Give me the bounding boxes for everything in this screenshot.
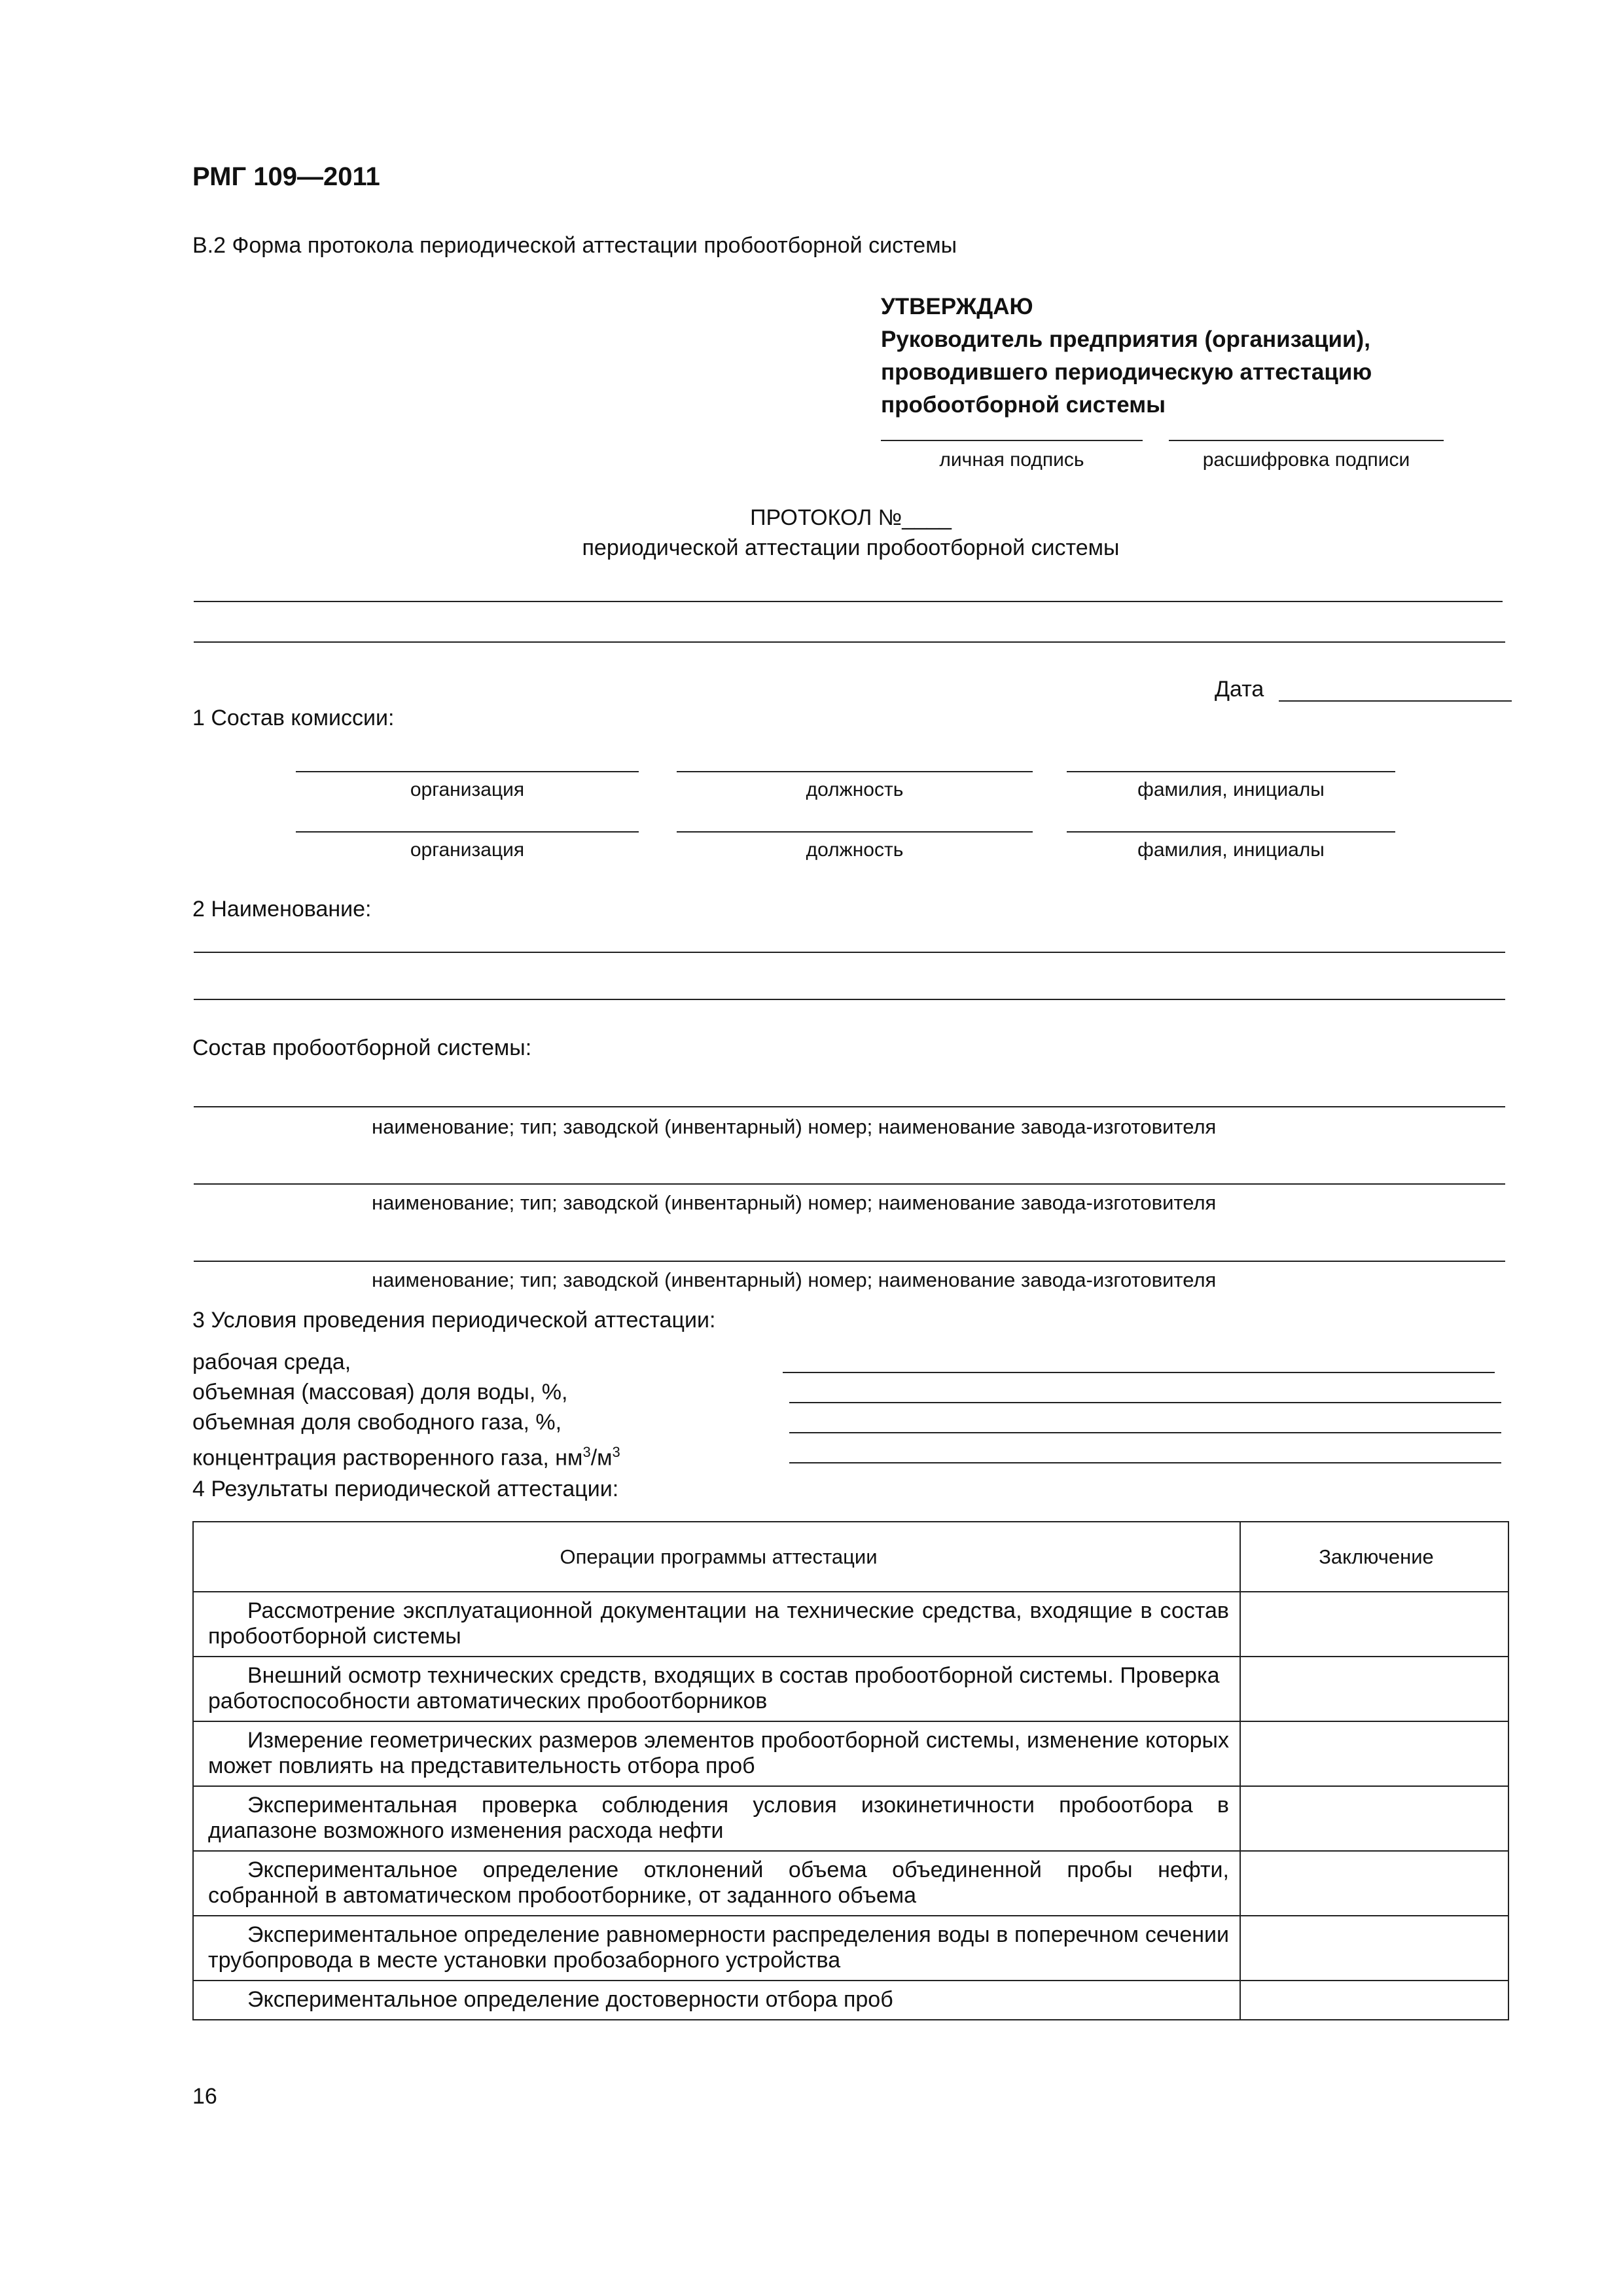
conditions-list — [192, 1347, 620, 1473]
operations-column-header: Операции программы аттестации — [193, 1522, 1240, 1592]
condition-dissolved-gas-label: концентрация растворенного газа, нм — [192, 1445, 583, 1471]
signature-line[interactable] — [881, 440, 1143, 441]
results-table — [192, 1521, 1509, 2020]
system-item-caption-1: наименование; тип; заводской (инвентарный) номер; наименование завода-изготовителя — [372, 1115, 1217, 1138]
condition-line-4[interactable] — [789, 1462, 1501, 1463]
system-item-caption-2: наименование; тип; заводской (инвентарный) номер; наименование завода-изготовителя — [372, 1191, 1217, 1214]
results-heading: 4 Результаты периодической аттестации: — [192, 1477, 619, 1501]
name-blank-line-1[interactable] — [194, 952, 1505, 953]
system-item-caption-3: наименование; тип; заводской (инвентарный) номер; наименование завода-изготовителя — [372, 1268, 1217, 1291]
system-item-line-2[interactable] — [194, 1183, 1505, 1185]
table-row — [193, 1721, 1508, 1786]
signature-caption: личная подпись — [939, 449, 1084, 471]
commission-name-caption-2: фамилия, инициалы — [1137, 839, 1325, 861]
system-item-line-1[interactable] — [194, 1106, 1505, 1107]
protocol-blank-line-2[interactable] — [194, 641, 1505, 643]
condition-free-gas: объемная доля свободного газа, %, — [192, 1410, 562, 1435]
commission-position-line-1[interactable] — [677, 771, 1033, 772]
approval-line-3: пробоотборной системы — [881, 392, 1166, 418]
protocol-subtitle: периодической аттестации пробоотборной системы — [582, 535, 1120, 560]
commission-position-caption-2: должность — [806, 839, 904, 861]
conclusion-cell[interactable] — [1240, 1851, 1508, 1916]
signature-decode-line[interactable] — [1169, 440, 1444, 441]
approval-line-1: Руководитель предприятия (организации), — [881, 327, 1370, 352]
section-title: В.2 Форма протокола периодической аттестации пробоотборной системы — [192, 233, 957, 258]
table-row — [193, 1851, 1508, 1916]
commission-org-line-1[interactable] — [296, 771, 639, 772]
date-label: Дата — [1215, 677, 1264, 702]
protocol-blank-line-1[interactable] — [194, 601, 1503, 602]
system-composition-heading: Состав пробоотборной системы: — [192, 1035, 532, 1060]
conclusion-cell[interactable] — [1240, 1786, 1508, 1851]
operation-cell: Экспериментальное определение достоверности отбора проб — [193, 1981, 1240, 2020]
commission-org-caption-1: организация — [410, 779, 525, 800]
table-row — [193, 1786, 1508, 1851]
conditions-heading: 3 Условия проведения периодической аттестации: — [192, 1308, 716, 1333]
operation-cell: Экспериментальное определение отклонений объема объединенной пробы нефти, собранной в автоматическом пробоотборнике, от заданного объема — [193, 1851, 1240, 1916]
unit-superscript-2: 3 — [612, 1444, 620, 1460]
operation-cell: Экспериментальное определение равномерности распределения воды в поперечном сечении трубопровода в месте установки пробозаборного устройства — [193, 1916, 1240, 1981]
operation-cell: Рассмотрение эксплуатационной документации на технические средства, входящие в состав пробоотборной системы — [193, 1592, 1240, 1657]
commission-org-line-2[interactable] — [296, 831, 639, 833]
approval-title: УТВЕРЖДАЮ — [881, 294, 1033, 319]
unit-per: /м — [590, 1445, 613, 1471]
date-field-line[interactable] — [1279, 700, 1512, 702]
condition-working-medium: рабочая среда, — [192, 1350, 351, 1374]
page-number: 16 — [192, 2084, 217, 2109]
approval-line-2: проводившего периодическую аттестацию — [881, 359, 1372, 385]
name-blank-line-2[interactable] — [194, 999, 1505, 1000]
approval-block — [881, 291, 1372, 422]
table-row — [193, 1981, 1508, 2020]
operation-cell: Измерение геометрических размеров элементов пробоотборной системы, изменение которых может повлиять на представительность отбора проб — [193, 1721, 1240, 1786]
commission-position-line-2[interactable] — [677, 831, 1033, 833]
document-code: РМГ 109—2011 — [192, 162, 380, 191]
commission-position-caption-1: должность — [806, 779, 904, 800]
conclusion-cell[interactable] — [1240, 1981, 1508, 2020]
conclusion-cell[interactable] — [1240, 1916, 1508, 1981]
condition-water-fraction: объемная (массовая) доля воды, %, — [192, 1380, 568, 1405]
commission-name-caption-1: фамилия, инициалы — [1137, 779, 1325, 800]
results-header-row — [193, 1522, 1508, 1592]
name-heading: 2 Наименование: — [192, 897, 372, 922]
system-item-line-3[interactable] — [194, 1261, 1505, 1262]
condition-dissolved-gas — [192, 1437, 620, 1473]
condition-line-1[interactable] — [783, 1372, 1495, 1373]
conclusion-column-header: Заключение — [1240, 1522, 1508, 1592]
operation-cell: Экспериментальная проверка соблюдения условия изокинетичности пробоотбора в диапазоне возможного изменения расхода нефти — [193, 1786, 1240, 1851]
commission-org-caption-2: организация — [410, 839, 525, 861]
commission-name-line-1[interactable] — [1067, 771, 1395, 772]
table-row — [193, 1592, 1508, 1657]
table-row — [193, 1657, 1508, 1721]
conclusion-cell[interactable] — [1240, 1657, 1508, 1721]
condition-line-2[interactable] — [789, 1402, 1501, 1403]
signature-decode-caption: расшифровка подписи — [1202, 449, 1410, 471]
commission-name-line-2[interactable] — [1067, 831, 1395, 833]
conclusion-cell[interactable] — [1240, 1592, 1508, 1657]
table-row — [193, 1916, 1508, 1981]
conclusion-cell[interactable] — [1240, 1721, 1508, 1786]
protocol-title: ПРОТОКОЛ №____ — [750, 505, 952, 530]
commission-heading: 1 Состав комиссии: — [192, 706, 395, 730]
operation-cell: Внешний осмотр технических средств, входящих в состав пробоотборной системы. Проверка работоспособности автоматических пробоотборников — [193, 1657, 1240, 1721]
unit-superscript-1: 3 — [582, 1444, 591, 1460]
condition-line-3[interactable] — [789, 1432, 1501, 1433]
